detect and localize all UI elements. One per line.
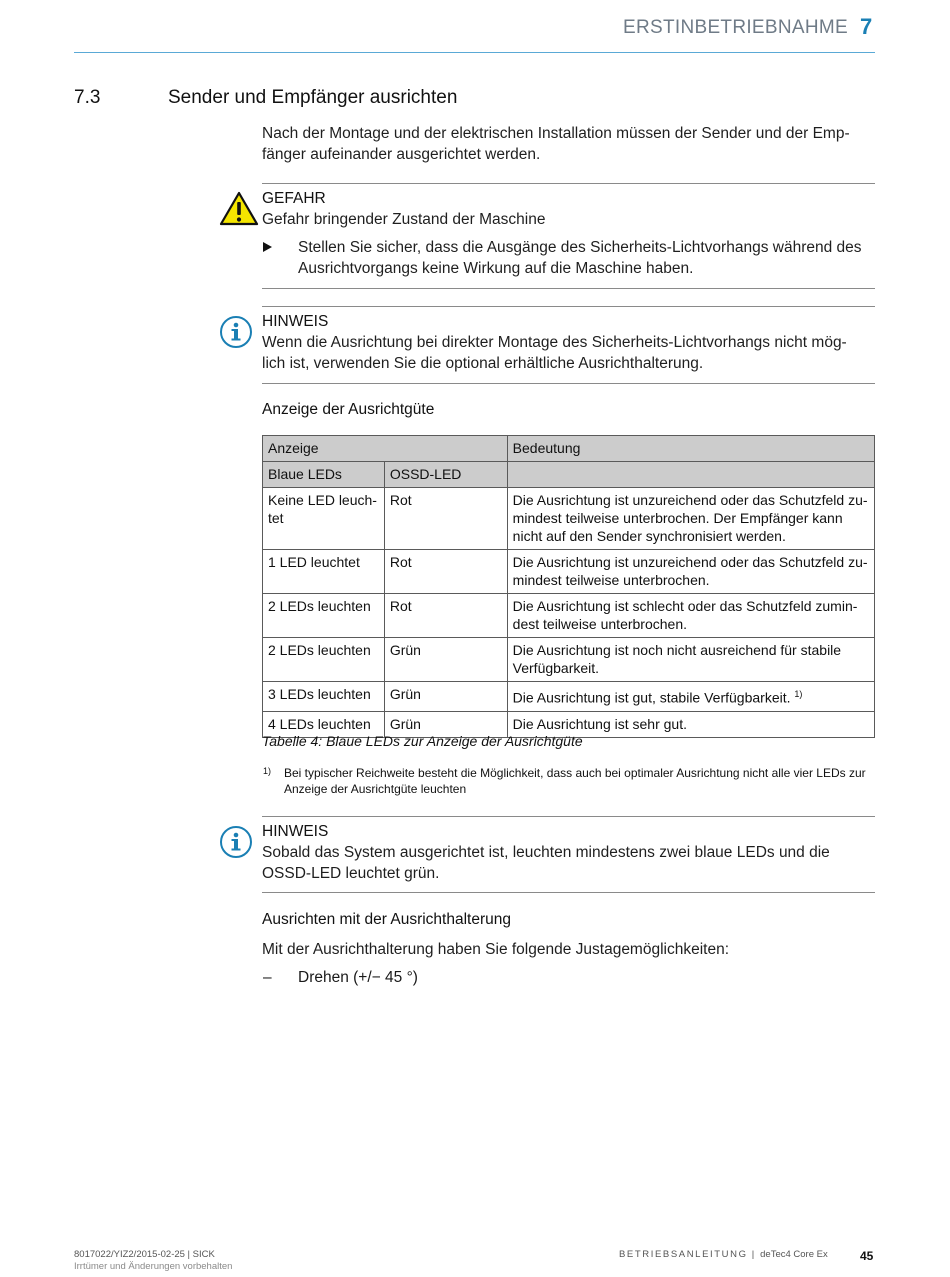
danger-top-rule [262, 183, 875, 184]
danger-bullet-line-2: Ausrichtvorgangs keine Wirkung auf die Maschine haben. [298, 260, 694, 277]
header-cell-bedeutung: Bedeutung [507, 436, 874, 462]
note2-bottom-rule [262, 892, 875, 893]
cell-ossd: Grün [384, 682, 507, 712]
info-circle-icon [219, 825, 253, 859]
table-row [263, 488, 875, 550]
cell-leds: 2 LEDs leuchten [263, 594, 385, 638]
header-cell-empty [507, 462, 874, 488]
note1-top-rule [262, 306, 875, 307]
cell-ossd: Grün [384, 711, 507, 737]
danger-label: GEFAHR [262, 190, 326, 207]
cell-meaning: Die Ausrichtung ist sehr gut. [507, 711, 874, 737]
bracket-intro: Mit der Ausrichthalterung haben Sie folgende Justagemöglichkeiten: [262, 941, 730, 958]
danger-bullet-line-1: Stellen Sie sicher, dass die Ausgänge des Sicherheits-Lichtvorhangs während des [298, 239, 862, 256]
page-number: 45 [860, 1249, 874, 1263]
bullet-arrow-icon [263, 242, 272, 252]
note1-line-2: lich ist, verwenden Sie die optional erhältliche Ausrichthalterung. [262, 355, 704, 372]
cell-ossd: Rot [384, 594, 507, 638]
intro-line-2: fänger aufeinander ausgerichtet werden. [262, 146, 541, 163]
list-item: Drehen (+/− 45 °) [298, 969, 418, 986]
table-row [263, 638, 875, 682]
warning-triangle-icon [219, 191, 259, 226]
footnote-ref: 1) [794, 689, 803, 699]
cell-ossd: Rot [384, 488, 507, 550]
cell-meaning: Die Ausrichtung ist unzureichend oder das Schutzfeld zu-mindest teilweise unterbrochen. Der Empfänger kann nicht auf den Sender synchronisiert werden. [507, 488, 874, 550]
note1-line-1: Wenn die Ausrichtung bei direkter Montage des Sicherheits-Lichtvorhangs nicht mög- [262, 334, 847, 351]
footnote-mark: 1) [263, 766, 272, 776]
cell-meaning: Die Ausrichtung ist noch nicht ausreichend für stabile Verfügbarkeit. [507, 638, 874, 682]
table-row [263, 594, 875, 638]
chapter-number: 7 [860, 14, 873, 39]
cell-meaning-text: Die Ausrichtung ist gut, stabile Verfügbarkeit. [512, 689, 791, 706]
footer-doc-type-text: BETRIEBSANLEITUNG | [619, 1249, 756, 1260]
section-title: Sender und Empfänger ausrichten [168, 87, 458, 108]
footer-disclaimer: Irrtümer und Änderungen vorbehalten [74, 1261, 233, 1272]
cell-leds: Keine LED leuch-tet [263, 488, 385, 550]
table-row [263, 682, 875, 712]
info-circle-icon [219, 315, 253, 349]
cell-ossd: Grün [384, 638, 507, 682]
header-cell-blue-leds: Blaue LEDs [263, 462, 385, 488]
footer-doc-type [619, 1249, 828, 1260]
table-heading: Anzeige der Ausrichtgüte [262, 401, 435, 418]
footer-doc-id: 8017022/YIZ2/2015-02-25 | SICK [74, 1249, 215, 1260]
footer-product: deTec4 Core Ex [760, 1249, 828, 1260]
chapter-title: ERSTINBETRIEBNAHME [623, 17, 848, 38]
note2-line-2: OSSD-LED leuchtet grün. [262, 865, 440, 882]
alignment-table [262, 435, 875, 738]
header-cell-anzeige: Anzeige [263, 436, 508, 462]
cell-leds: 2 LEDs leuchten [263, 638, 385, 682]
list-dash: – [263, 969, 272, 986]
danger-subtitle: Gefahr bringender Zustand der Maschine [262, 211, 546, 228]
cell-meaning: Die Ausrichtung ist schlecht oder das Schutzfeld zumin-dest teilweise unterbrochen. [507, 594, 874, 638]
note1-label: HINWEIS [262, 313, 329, 330]
header-rule [74, 52, 875, 53]
cell-leds: 3 LEDs leuchten [263, 682, 385, 712]
table-subheader-row [263, 462, 875, 488]
note2-label: HINWEIS [262, 823, 329, 840]
table-row [263, 550, 875, 594]
note2-line-1: Sobald das System ausgerichtet ist, leuchten mindestens zwei blaue LEDs und die [262, 844, 830, 861]
danger-bottom-rule [262, 288, 875, 289]
header-cell-ossd-led: OSSD-LED [384, 462, 507, 488]
cell-meaning [507, 682, 874, 712]
table-caption: Tabelle 4: Blaue LEDs zur Anzeige der Ausrichtgüte [262, 733, 583, 749]
cell-meaning: Die Ausrichtung ist unzureichend oder das Schutzfeld zu-mindest teilweise unterbrochen. [507, 550, 874, 594]
intro-line-1: Nach der Montage und der elektrischen Installation müssen der Sender und der Emp- [262, 125, 850, 142]
cell-ossd: Rot [384, 550, 507, 594]
footnote-text: Bei typischer Reichweite besteht die Möglichkeit, dass auch bei optimaler Ausrichtung nicht alle vier LEDs zur Anzeige der Ausrichtgüte leuchten [284, 766, 866, 796]
cell-leds: 1 LED leuchtet [263, 550, 385, 594]
bracket-heading: Ausrichten mit der Ausrichthalterung [262, 911, 511, 928]
note2-top-rule [262, 816, 875, 817]
note1-bottom-rule [262, 383, 875, 384]
table-header-row [263, 436, 875, 462]
section-number: 7.3 [74, 87, 101, 108]
cell-leds: 4 LEDs leuchten [263, 711, 385, 737]
